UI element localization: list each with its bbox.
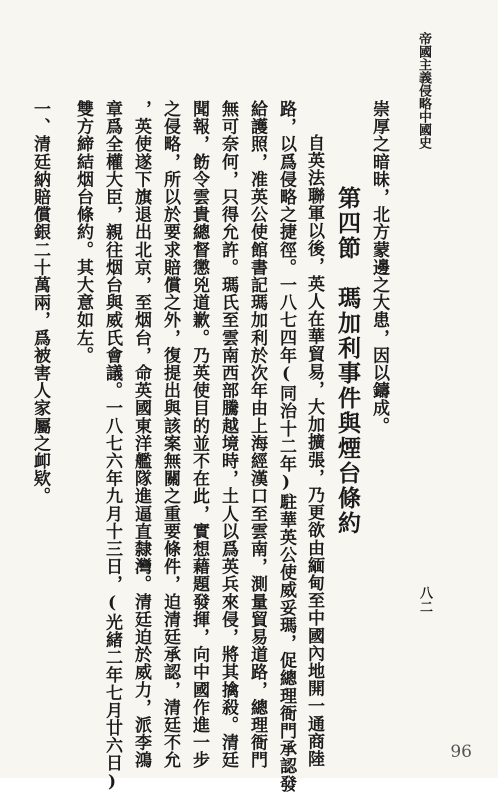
text-line: 給護照，准英公使館書記瑪加利於次年由上海經漢口至雲南，測量貿易道路，總理衙門 — [247, 100, 267, 769]
text-line: 一、清廷納賠償銀二十萬兩，爲被害人家屬之卹欵。 — [30, 100, 50, 505]
running-header-title: 帝國主義侵略中國史 — [416, 32, 431, 149]
text-line: 章爲全權大臣，親往烟台與威氏會議。一八七六年九月十三日，(光緒二年七月廿六日) — [102, 100, 122, 792]
text-line: 崇厚之暗昧，北方蒙邊之大患，因以鑄成。 — [369, 100, 389, 435]
section-heading: 第四節 瑪加利事件與煙台條約 — [334, 186, 361, 536]
text-line: 無可奈何，只得允許。瑪氏至雲南西部騰越境時，土人以爲英兵來侵，將其擒殺。清廷 — [218, 100, 238, 769]
page-number-chinese: 八二 — [417, 586, 432, 614]
text-line: 自英法聯軍以後，英人在華貿易，大加擴張，乃更欲由緬甸至中國內地開一通商陸 — [304, 134, 324, 768]
text-line: 路，以爲侵略之捷徑。一八七四年(同治十二年)駐華英公使威妥瑪，促總理衙門承認發 — [276, 100, 296, 792]
page-number: 96 — [450, 742, 472, 762]
text-line: 之侵略，所以於要求賠償之外，復提出與該案無關之重要條件，迫清廷承認，清廷不允 — [160, 100, 180, 769]
text-line: 雙方締結烟台條約。其大意如左。 — [73, 100, 93, 364]
text-line: ，英使遂下旗退出北京，至烟台，命英國東洋艦隊進逼直隸灣。清廷迫於威力，派李鴻 — [131, 100, 151, 769]
text-line: 聞報，飭令雲貴總督懲兇道歉。乃英使目的並不在此，實想藉題發揮，向中國作進一步 — [189, 100, 209, 769]
